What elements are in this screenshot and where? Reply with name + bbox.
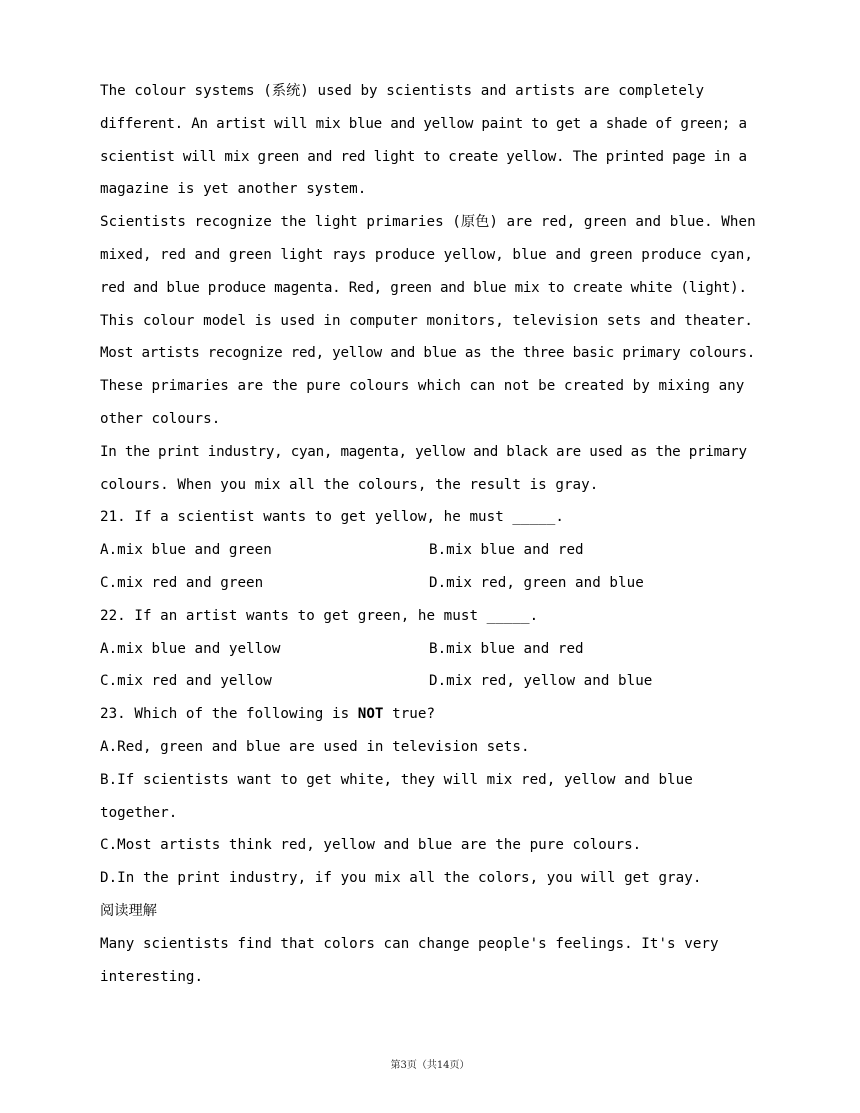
passage-line-13: colours. When you mix all the colours, the result is gray.	[100, 476, 599, 493]
question-21-options-row-1	[100, 534, 780, 567]
question-22-option-a: A.mix blue and yellow	[100, 640, 281, 657]
passage-line-9: Most artists recognize red, yellow and blue as the three basic primary colours.	[100, 345, 756, 362]
question-21-stem: 21. If a scientist wants to get yellow, he must _____.	[100, 509, 564, 526]
question-23-option-d: D.In the print industry, if you mix all the colors, you will get gray.	[100, 870, 702, 887]
question-22-option-b: B.mix blue and red	[429, 640, 584, 657]
document-content	[100, 75, 780, 993]
section-text-line-2: interesting.	[100, 968, 204, 985]
page-number-footer: 第3页（共14页）	[390, 1060, 470, 1071]
passage-line-6: mixed, red and green light rays produce yellow, blue and green produce cyan,	[100, 246, 753, 263]
question-22-option-d: D.mix red, yellow and blue	[429, 673, 653, 690]
question-22-options-row-1	[100, 633, 780, 666]
question-23-stem	[100, 698, 780, 731]
question-23-stem-end: true?	[383, 706, 436, 723]
passage-line-2: different. An artist will mix blue and yellow paint to get a shade of green; a	[100, 115, 747, 132]
passage-line-5: Scientists recognize the light primaries (原色) are red, green and blue. When	[100, 214, 756, 231]
question-23-option-c: C.Most artists think red, yellow and blue are the pure colours.	[100, 837, 642, 854]
section-heading: 阅读理解	[100, 902, 157, 919]
question-21-option-a: A.mix blue and green	[100, 542, 272, 559]
passage-line-1: The colour systems (系统) used by scientists and artists are completely	[100, 83, 705, 99]
question-22-stem: 22. If an artist wants to get green, he must _____.	[100, 607, 539, 624]
question-23-option-a: A.Red, green and blue are used in television sets.	[100, 738, 530, 755]
passage-line-11: other colours.	[100, 410, 221, 427]
passage-line-12: In the print industry, cyan, magenta, yellow and black are used as the primary	[100, 443, 747, 460]
passage-line-7: red and blue produce magenta. Red, green and blue mix to create white (light).	[100, 279, 747, 296]
passage-line-4: magazine is yet another system.	[100, 181, 367, 198]
question-23-option-b-line-1: B.If scientists want to get white, they will mix red, yellow and blue	[100, 771, 693, 788]
question-22-option-c: C.mix red and yellow	[100, 673, 272, 690]
question-22-options-row-2	[100, 665, 780, 698]
passage-line-3: scientist will mix green and red light to create yellow. The printed page in a	[100, 148, 747, 165]
question-21-option-b: B.mix blue and red	[429, 542, 584, 559]
question-23-option-b-line-2: together.	[100, 804, 178, 821]
question-23-stem-emphasis: NOT	[357, 706, 384, 723]
question-21-option-d: D.mix red, green and blue	[429, 574, 644, 591]
question-21-option-c: C.mix red and green	[100, 574, 264, 591]
question-23-stem-start: 23. Which of the following is	[100, 706, 358, 723]
passage-line-8: This colour model is used in computer monitors, television sets and theater.	[100, 312, 753, 329]
section-text-line-1: Many scientists find that colors can change people's feelings. It's very	[100, 935, 719, 952]
passage-line-10: These primaries are the pure colours which can not be created by mixing any	[100, 378, 745, 395]
question-21-options-row-2	[100, 567, 780, 600]
